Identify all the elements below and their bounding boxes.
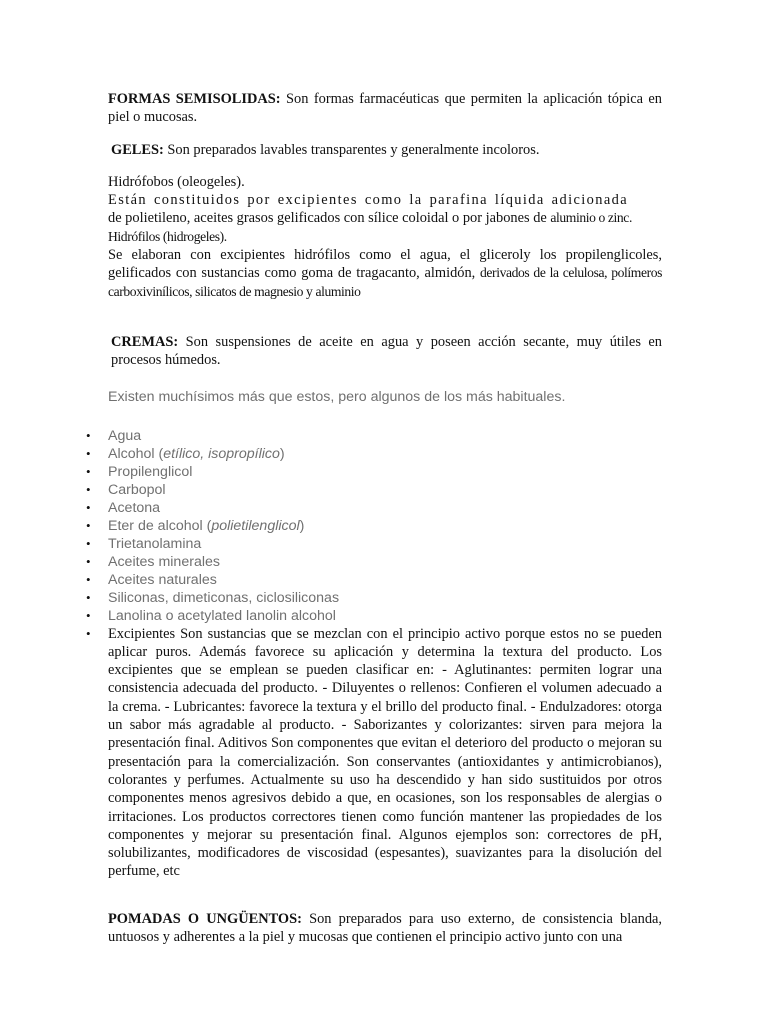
list-item-aceites-naturales: • Aceites naturales — [108, 571, 662, 589]
heading-geles: GELES: — [111, 141, 164, 158]
list-item-eter-close: ) — [299, 517, 305, 534]
list-item-eter-italic: polietilenglicol — [211, 517, 300, 534]
list-item-eter-label: Eter de alcohol ( — [108, 517, 212, 534]
list-item-trietanolamina: • Trietanolamina — [108, 535, 662, 553]
list-item-carbopol: • Carbopol — [108, 481, 662, 499]
heading-cremas: CREMAS: — [111, 333, 179, 350]
list-item-alcohol-close: ) — [279, 445, 285, 462]
text-cremas: Son suspensiones de aceite en agua y poseen acción secante, muy útiles en procesos húmedos. — [111, 333, 662, 369]
list-item-alcohol-italic: etílico, isopropílico — [163, 445, 280, 462]
text-intro: Existen muchísimos más que estos, pero algunos de los más habituales. — [108, 388, 566, 405]
list-item-alcohol — [108, 445, 662, 463]
document-body — [108, 90, 662, 946]
paragraph-cremas — [108, 333, 662, 370]
list-item-aceites-minerales: • Aceites minerales — [108, 553, 662, 571]
text-elaboran-part1: Se elaboran con excipientes hidrófilos como el agua, el gliceroly los propilenglicoles, gelificados con sustancias como goma de tragacanto, almidón, — [108, 247, 662, 282]
text-hidrofilos: Hidrófilos (hidrogeles). — [108, 228, 227, 244]
list-item-lanolina: • Lanolina o acetylated lanolin alcohol — [108, 607, 662, 625]
text-formas-semisolidas: Son formas farmacéuticas que permiten la aplicación tópica en piel o mucosas. — [108, 91, 662, 126]
text-constituidos-line1: Están constituidos por excipientes como la parafina líquida adicionada — [108, 192, 629, 209]
text-constituidos-line2 — [108, 209, 662, 227]
text-pomadas: Son preparados para uso externo, de consistencia blanda, untuosos y adherentes a la piel y mucosas que contienen el principio activo junto con una — [108, 910, 662, 946]
list-item-agua: • Agua — [108, 427, 662, 445]
paragraph-pomadas — [108, 910, 662, 947]
ingredient-list — [108, 427, 662, 881]
paragraph-geles — [108, 141, 662, 159]
list-item-acetona: • Acetona — [108, 499, 662, 517]
text-constituidos-part2: aluminio o zinc. — [550, 210, 632, 226]
list-item-propilenglicol: • Propilenglicol — [108, 463, 662, 481]
list-item-eter — [108, 517, 662, 535]
text-geles: Son preparados lavables transparentes y generalmente incoloros. — [163, 141, 540, 158]
list-item-siliconas: • Siliconas, dimeticonas, ciclosiliconas — [108, 589, 662, 607]
heading-pomadas: POMADAS O UNGÜENTOS: — [108, 910, 302, 927]
text-elaboran-part2: derivados de la celulosa, polímeros carboxivinílicos, silicatos de magnesio y aluminio — [108, 265, 663, 299]
list-item-excipientes: • Excipientes Son sustancias que se mezclan con el principio activo porque estos no se pueden aplicar puros. Además favorece su aplicación y determina la textura del producto. Los excipientes que se emplean se pueden clasificar en: - Aglutinantes: permiten lograr una consistencia adecuada del producto. - Diluyentes o rellenos: Confieren el volumen adecuado a la crema. - Lubricantes: favorece la textura y el brillo del producto final. - Endulzadores: otorga un sabor más agradable al producto. - Saborizantes y colorizantes: sirven para mejora la presentación final. Aditivos Son componentes que evitan el deterioro del producto o mejoran su presentación para la comercialización. Son conservantes (antioxidantes y antimicrobianos), colorantes y perfumes. Actualmente su uso ha descendido y han sido sustituidos por otros componentes menos agresivos debido a que, en ocasiones, son los responsables de alergias o irritaciones. Los productos correctores tienen como función mantener las propiedades de los componentes y mejorar su presentación final. Algunos ejemplos son: correctores de pH, solubilizantes, modificadores de viscosidad (espesantes), suavizantes para la disolución del perfume, etc — [108, 625, 662, 881]
text-elaboran — [108, 246, 662, 301]
paragraph-formas-semisolidas — [108, 90, 662, 127]
text-constituidos-part1: de polietileno, aceites grasos gelificados con sílice coloidal o por jabones de — [108, 210, 551, 227]
text-hidrofobos: Hidrófobos (oleogeles). — [108, 173, 245, 190]
heading-formas-semisolidas: FORMAS SEMISOLIDAS: — [108, 91, 281, 107]
list-item-alcohol-label: Alcohol ( — [108, 445, 164, 462]
